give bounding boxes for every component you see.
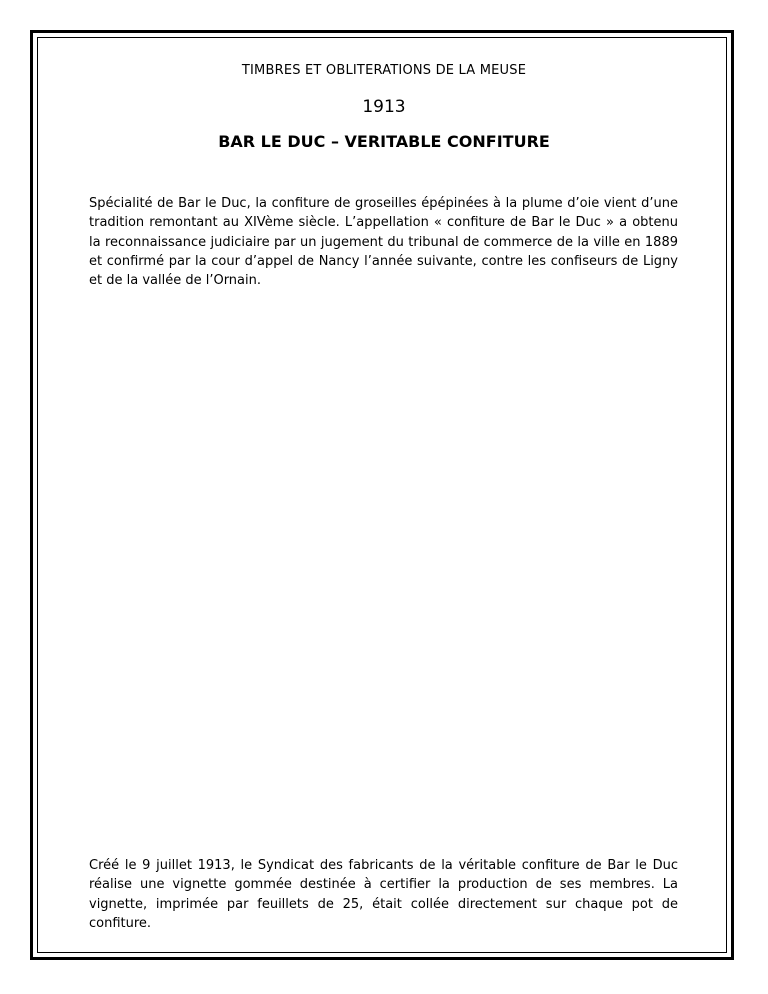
document-year: 1913 (362, 97, 406, 117)
document-subtitle: TIMBRES ET OBLITERATIONS DE LA MEUSE (241, 63, 527, 78)
page-border-outer (30, 30, 734, 960)
intro-paragraph: Spécialité de Bar le Duc, la confiture de groseilles épépinées à la plume d’oie vient d’une tradition remontant au XIVème siècle. L’appellation « confiture de Bar le Duc » a obtenu la reconnaissance judiciaire par un jugement du tribunal de commerce de la ville en 1889 et confirmé par la cour d’appel de Nancy l’année suivante, contre les confiseurs de Ligny et de la vallée de l’Ornain. (89, 196, 678, 289)
page-border-inner (37, 37, 727, 953)
document-title: BAR LE DUC – VERITABLE CONFITURE (218, 132, 550, 151)
closing-paragraph: Créé le 9 juillet 1913, le Syndicat des fabricants de la véritable confiture de Bar le Duc réalise une vignette gommée destinée à certifier la production de ses membres. La vignette, imprimée par feuillets de 25, était collée directement sur chaque pot de confiture. (89, 858, 678, 931)
